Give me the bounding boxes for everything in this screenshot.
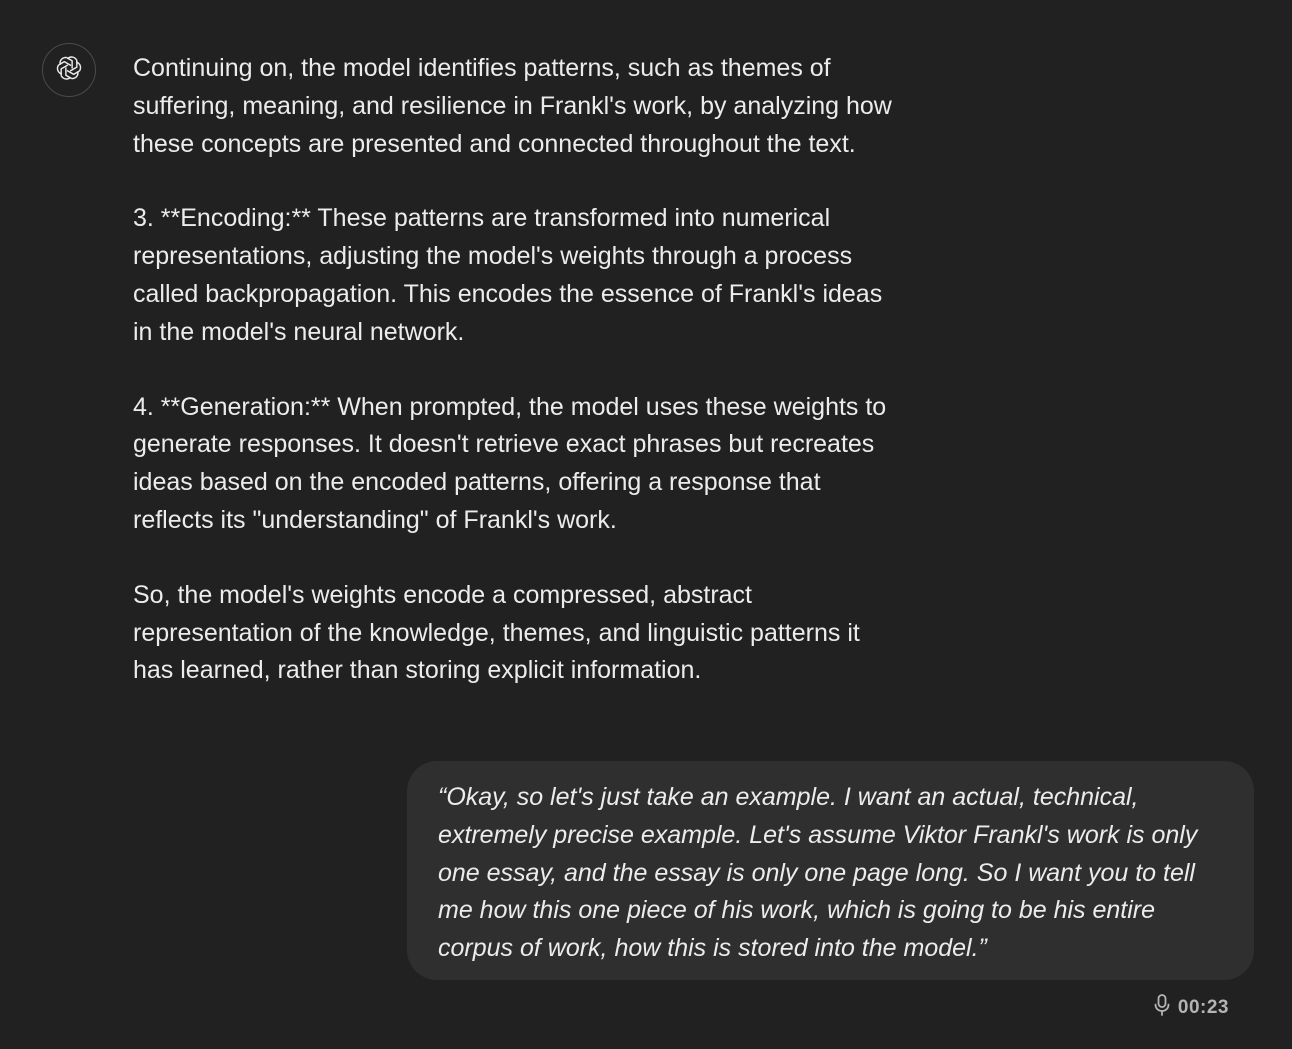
assistant-paragraph: 4. **Generation:** When prompted, the model uses these weights to generate responses. It doesn't retrieve exact phrases but recreates ideas based on the encoded patterns, offering a response that reflects its "understanding" of Frankl's work. [133, 392, 887, 534]
assistant-paragraph: So, the model's weights encode a compressed, abstract representation of the knowledge, themes, and linguistic patterns it has learned, rather than storing explicit information. [133, 580, 860, 685]
assistant-paragraph: 3. **Encoding:** These patterns are transformed into numerical representations, adjusting the model's weights through a process called backpropagation. This encodes the essence of Frankl's ideas in the model's neural network. [133, 204, 883, 346]
openai-logo-icon [54, 53, 84, 88]
assistant-paragraph: Continuing on, the model identifies patterns, such as themes of suffering, meaning, and resilience in Frankl's work, by analyzing how these concepts are presented and connected throughout the text. [133, 54, 892, 158]
assistant-message [133, 50, 933, 727]
user-message-bubble [407, 761, 1254, 980]
user-message-text: “Okay, so let's just take an example. I want an actual, technical, extremely precise example. Let's assume Viktor Frankl's work is only one essay, and the essay is only one page long. So I want you to tell me how this one piece of his work, which is going to be his entire corpus of work, how this is stored into the model.” [438, 783, 1198, 963]
voice-message-duration[interactable] [1152, 993, 1229, 1023]
assistant-avatar [42, 43, 96, 97]
voice-duration-label: 00:23 [1177, 997, 1229, 1018]
microphone-icon [1152, 993, 1172, 1023]
